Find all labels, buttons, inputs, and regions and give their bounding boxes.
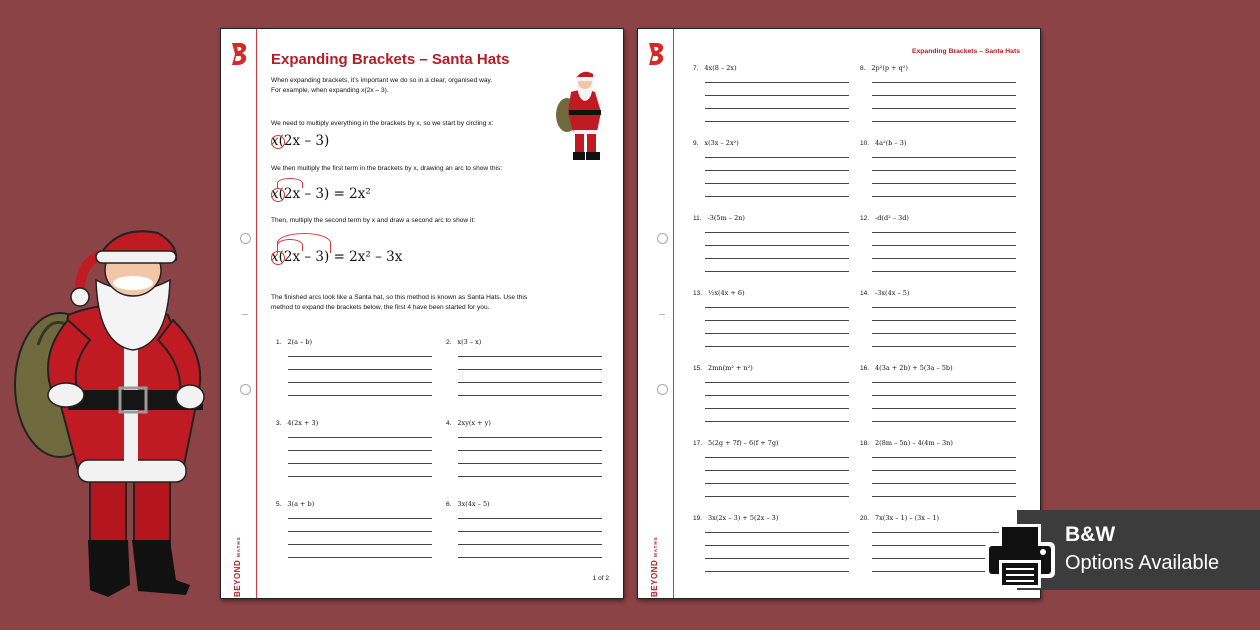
answer-line[interactable] (872, 196, 1016, 197)
question-number: 13. (693, 290, 703, 297)
answer-line[interactable] (458, 450, 602, 451)
question-item (693, 289, 745, 297)
answer-line[interactable] (288, 437, 432, 438)
outro-line-1: The finished arcs look like a Santa hat, so this method is known as Santa Hats. Use this (271, 294, 528, 301)
answer-line[interactable] (872, 157, 1016, 158)
answer-line[interactable] (872, 183, 1016, 184)
question-item (860, 364, 953, 372)
margin-line (256, 29, 257, 598)
answer-line[interactable] (872, 333, 1016, 334)
answer-line[interactable] (705, 558, 849, 559)
intro-line-1: When expanding brackets, it’s important we do so in a clear, organised way. (271, 77, 493, 84)
answer-line[interactable] (872, 82, 1016, 83)
answer-line[interactable] (288, 557, 432, 558)
step1-expression: (2x – 3) (278, 133, 330, 149)
answer-line[interactable] (705, 571, 849, 572)
brand-sub: MATHS (236, 536, 241, 558)
question-number: 3. (276, 420, 282, 427)
question-number: 5. (276, 501, 282, 508)
answer-line[interactable] (872, 258, 1016, 259)
question-item (276, 500, 314, 508)
question-item (860, 289, 909, 297)
answer-line[interactable] (705, 258, 849, 259)
question-expression: 3(a + b) (287, 500, 315, 508)
answer-line[interactable] (705, 333, 849, 334)
question-item (276, 338, 312, 346)
answer-line[interactable] (288, 369, 432, 370)
question-expression: 2p²(p + q²) (871, 64, 908, 72)
circle-mark (271, 188, 285, 202)
answer-line[interactable] (872, 170, 1016, 171)
circled-x: x (271, 249, 279, 265)
question-item (860, 64, 908, 72)
answer-line[interactable] (705, 196, 849, 197)
answer-line[interactable] (705, 395, 849, 396)
question-expression: 2mn(m² + n²) (708, 364, 753, 372)
question-number: 18. (860, 440, 870, 447)
question-number: 10. (860, 140, 870, 147)
question-number: 14. (860, 290, 870, 297)
answer-line[interactable] (872, 307, 1016, 308)
question-number: 20. (860, 515, 870, 522)
answer-line[interactable] (872, 346, 1016, 347)
outro-line-2: method to expand the brackets below, the first 4 have been started for you. (271, 304, 490, 311)
brand-name: BEYOND (233, 559, 242, 597)
answer-line[interactable] (288, 544, 432, 545)
question-expression: x(3 – x) (457, 338, 482, 346)
answer-line[interactable] (458, 369, 602, 370)
answer-line[interactable] (458, 395, 602, 396)
question-expression: 3x(2x – 3) + 5(2x – 3) (708, 514, 779, 522)
step2-expression: (2x – 3) = 2x² (278, 186, 371, 202)
answer-line[interactable] (705, 483, 849, 484)
brand-name: BEYOND (650, 559, 659, 597)
answer-line[interactable] (288, 395, 432, 396)
answer-line[interactable] (705, 121, 849, 122)
question-expression: x(3x – 2x²) (704, 139, 739, 147)
fold-mark (242, 314, 248, 315)
answer-line[interactable] (458, 557, 602, 558)
question-expression: 4x(8 – 2x) (704, 64, 737, 72)
question-number: 2. (446, 339, 452, 346)
circled-x: x (271, 133, 279, 149)
answer-line[interactable] (288, 531, 432, 532)
step2-text: We then multiply the first term in the brackets by x, drawing an arc to show this: (271, 165, 503, 172)
answer-line[interactable] (705, 496, 849, 497)
answer-line[interactable] (872, 320, 1016, 321)
question-item (860, 139, 906, 147)
question-number: 11. (693, 215, 702, 222)
brand-label (227, 517, 253, 597)
question-number: 9. (693, 140, 699, 147)
answer-line[interactable] (705, 421, 849, 422)
printer-icon (985, 520, 1055, 590)
circled-x: x (271, 186, 279, 202)
page-number: 1 of 2 (592, 575, 609, 582)
margin-line (673, 29, 674, 598)
answer-line[interactable] (458, 382, 602, 383)
answer-line[interactable] (705, 532, 849, 533)
small-santa-illustration (555, 70, 609, 166)
question-number: 15. (693, 365, 703, 372)
answer-line[interactable] (458, 463, 602, 464)
answer-line[interactable] (705, 108, 849, 109)
question-number: 6. (446, 501, 452, 508)
circle-mark (271, 135, 285, 149)
answer-line[interactable] (458, 356, 602, 357)
answer-line[interactable] (872, 108, 1016, 109)
question-number: 19. (693, 515, 703, 522)
answer-line[interactable] (872, 232, 1016, 233)
question-item (446, 338, 481, 346)
question-item (693, 439, 779, 447)
question-expression: -3(5m – 2n) (707, 214, 745, 222)
question-number: 4. (446, 420, 452, 427)
answer-line[interactable] (705, 95, 849, 96)
answer-line[interactable] (705, 320, 849, 321)
answer-line[interactable] (458, 437, 602, 438)
question-item (446, 419, 491, 427)
question-expression: -3x(4x – 5) (875, 289, 910, 297)
worksheet-page-2 (637, 28, 1041, 599)
question-item (693, 64, 737, 72)
answer-line[interactable] (705, 382, 849, 383)
question-expression: 4(2x + 3) (287, 419, 319, 427)
question-item (276, 419, 318, 427)
answer-line[interactable] (458, 518, 602, 519)
question-expression: -d(d² – 3d) (875, 214, 909, 222)
question-item (860, 214, 909, 222)
answer-line[interactable] (288, 382, 432, 383)
santa-illustration (8, 225, 218, 605)
binder-hole (240, 384, 251, 395)
answer-line[interactable] (705, 183, 849, 184)
beyond-logo-icon (229, 42, 249, 66)
binder-hole (657, 384, 668, 395)
answer-line[interactable] (705, 232, 849, 233)
question-item (693, 139, 739, 147)
page-title: Expanding Brackets – Santa Hats (271, 51, 510, 68)
question-expression: 4(3a + 2b) + 5(3a – 5b) (875, 364, 953, 372)
answer-line[interactable] (705, 307, 849, 308)
brand-sub: MATHS (653, 536, 658, 558)
answer-line[interactable] (872, 408, 1016, 409)
answer-line[interactable] (872, 95, 1016, 96)
answer-line[interactable] (288, 476, 432, 477)
answer-line[interactable] (705, 470, 849, 471)
page-header: Expanding Brackets – Santa Hats (911, 48, 1020, 55)
answer-line[interactable] (458, 476, 602, 477)
answer-line[interactable] (705, 408, 849, 409)
circle-mark (271, 251, 285, 265)
beyond-logo-icon (646, 42, 666, 66)
answer-line[interactable] (705, 545, 849, 546)
brand-label (644, 517, 670, 597)
answer-line[interactable] (288, 356, 432, 357)
question-number: 7. (693, 65, 699, 72)
answer-line[interactable] (872, 421, 1016, 422)
worksheet-page-1 (220, 28, 624, 599)
question-number: 17. (693, 440, 703, 447)
bw-options-banner (985, 510, 1260, 590)
question-item (693, 214, 745, 222)
answer-line[interactable] (872, 271, 1016, 272)
answer-line[interactable] (872, 470, 1016, 471)
question-number: 16. (860, 365, 870, 372)
answer-line[interactable] (288, 518, 432, 519)
question-expression: 2xy(x + y) (457, 419, 491, 427)
answer-line[interactable] (872, 382, 1016, 383)
banner-title: B&W (1065, 523, 1116, 546)
banner-subtitle: Options Available (1065, 552, 1220, 574)
step3-math (271, 249, 402, 265)
step3-text: Then, multiply the second term by x and draw a second arc to show it: (271, 217, 476, 224)
intro-line-2: For example, when expanding x(2x – 3). (271, 87, 389, 94)
question-item (693, 514, 778, 522)
question-expression: 3x(4x – 5) (457, 500, 490, 508)
question-number: 8. (860, 65, 866, 72)
answer-line[interactable] (872, 496, 1016, 497)
answer-line[interactable] (705, 457, 849, 458)
question-expression: 5(2g + 7f) – 6(f + 7g) (708, 439, 779, 447)
question-item (860, 514, 939, 522)
answer-line[interactable] (705, 346, 849, 347)
binder-hole (657, 233, 668, 244)
answer-line[interactable] (458, 544, 602, 545)
question-item (693, 364, 753, 372)
answer-line[interactable] (872, 457, 1016, 458)
answer-line[interactable] (288, 463, 432, 464)
answer-line[interactable] (705, 271, 849, 272)
answer-line[interactable] (705, 170, 849, 171)
step1-text: We need to multiply everything in the brackets by x, so we start by circling x: (271, 120, 494, 127)
answer-line[interactable] (705, 245, 849, 246)
question-item (446, 500, 490, 508)
question-item (860, 439, 953, 447)
question-expression: 4a²(b – 3) (875, 139, 907, 147)
answer-line[interactable] (872, 395, 1016, 396)
question-expression: ½x(4x + 6) (708, 289, 745, 297)
step3-expression: (2x – 3) = 2x² – 3x (278, 249, 403, 265)
answer-line[interactable] (872, 483, 1016, 484)
answer-line[interactable] (872, 121, 1016, 122)
question-expression: 7x(3x – 1) – (3x – 1) (875, 514, 940, 522)
answer-line[interactable] (705, 82, 849, 83)
fold-mark (659, 314, 665, 315)
question-expression: 2(8m – 5n) – 4(4m – 3n) (875, 439, 953, 447)
binder-hole (240, 233, 251, 244)
answer-line[interactable] (872, 245, 1016, 246)
step2-math (271, 186, 371, 202)
answer-line[interactable] (288, 450, 432, 451)
answer-line[interactable] (705, 157, 849, 158)
question-number: 12. (860, 215, 870, 222)
question-expression: 2(a – b) (287, 338, 313, 346)
answer-line[interactable] (458, 531, 602, 532)
question-number: 1. (276, 339, 282, 346)
